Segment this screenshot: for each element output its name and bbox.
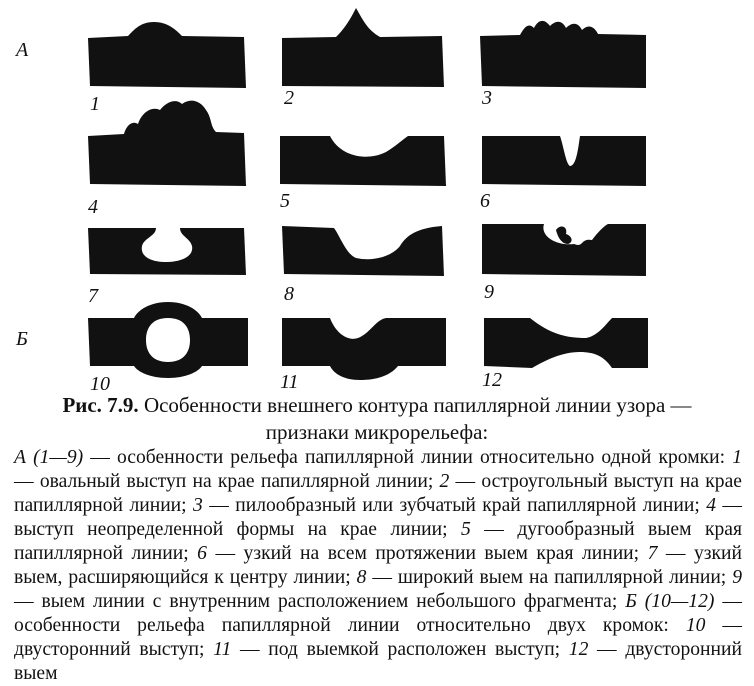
caption-title <box>0 392 754 446</box>
item-number-10: 10 <box>90 373 110 395</box>
caption-text: — двусторонний выступ; <box>14 615 742 660</box>
item-number-1: 1 <box>90 93 100 115</box>
item-number-5: 5 <box>280 190 290 212</box>
ridge-12-double-notch <box>484 318 648 368</box>
ridge-6-narrow-notch <box>482 136 646 186</box>
caption-body <box>0 446 754 686</box>
item-number-8: 8 <box>284 283 294 305</box>
item-number-7: 7 <box>88 285 98 307</box>
item-number-2: 2 <box>284 87 294 109</box>
figure-caption <box>0 392 754 686</box>
ridge-1-oval-bump <box>88 22 246 88</box>
caption-text: — выем линии с внутренним расположением небольшого фрагмента; <box>14 591 626 612</box>
ridge-2-sharp-bump <box>282 8 444 87</box>
caption-text: — особенности рельефа папиллярной линии относительно двух кромок: <box>14 591 742 636</box>
caption-ref: 8 <box>356 567 367 588</box>
ridge-4-irregular-bump <box>88 101 246 186</box>
caption-text: — под выемкой расположен выступ; <box>231 639 569 660</box>
caption-ref: 2 <box>439 471 450 492</box>
ridge-5-arc-notch <box>280 136 446 186</box>
caption-figure-number: Рис. 7.9. <box>62 393 139 417</box>
caption-text: — широкий выем на папиллярной линии; <box>366 567 733 588</box>
caption-text: — пилообразный или зубчатый край папиллярной линии; <box>202 495 707 516</box>
caption-title-line1: Особенности внешнего контура папиллярной линии узора — <box>143 393 692 417</box>
caption-ref: 6 <box>197 543 207 564</box>
item-number-9: 9 <box>484 281 494 303</box>
caption-text: — двусторонний выем <box>14 639 742 684</box>
caption-ref: 11 <box>213 639 232 660</box>
caption-text: — узкий на всем протяжении выем края линии; <box>206 543 648 564</box>
ridge-3-sawtooth-edge <box>480 21 646 88</box>
caption-ref: 7 <box>647 543 658 564</box>
ridge-7-widening-notch <box>88 228 246 275</box>
caption-text: — овальный выступ на крае папиллярной линии; <box>14 471 440 492</box>
ridge-11-notch-over-bump <box>282 318 446 380</box>
item-number-12: 12 <box>482 369 502 391</box>
caption-text: — дугообразный выем края папиллярной линии; <box>14 519 742 564</box>
caption-ref: 3 <box>193 495 203 516</box>
group-b-label: Б <box>16 328 28 350</box>
item-number-3: 3 <box>482 87 492 109</box>
caption-ref: 4 <box>706 495 716 516</box>
caption-ref: 5 <box>461 519 471 540</box>
item-number-11: 11 <box>280 371 299 393</box>
item-number-4: 4 <box>88 196 98 218</box>
caption-ref: 10 <box>685 615 706 636</box>
caption-ref: 1 <box>732 447 742 468</box>
caption-text: — выступ неопределенной формы на крае линии; <box>14 495 743 540</box>
caption-ref: 12 <box>568 639 589 660</box>
caption-text: — узкий выем, расширяющийся к центру линии; <box>14 543 742 588</box>
caption-ref: 9 <box>732 567 742 588</box>
group-a-label: А <box>16 39 29 61</box>
caption-ref: Б (10—12) <box>625 591 715 612</box>
caption-title-line2: признаки микрорельефа: <box>265 420 489 444</box>
caption-ref: А (1—9) <box>14 447 84 468</box>
ridge-9-inner-fragment <box>556 227 572 244</box>
caption-text: — остроугольный выступ на крае папиллярной линии; <box>14 471 742 516</box>
ridge-10-double-bump <box>88 302 248 378</box>
ridge-8-wide-notch <box>282 226 444 276</box>
item-number-6: 6 <box>480 190 490 212</box>
caption-text: — особенности рельефа папиллярной линии относительно одной кромки: <box>83 447 733 468</box>
